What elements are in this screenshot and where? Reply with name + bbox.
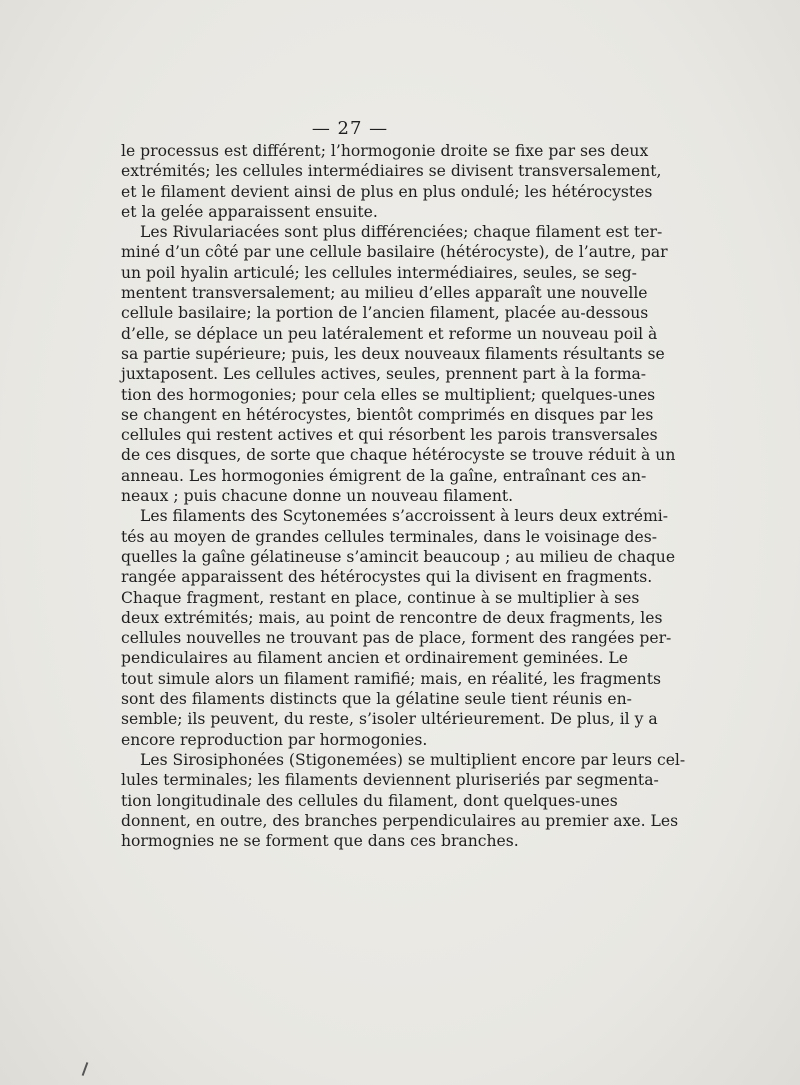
text-line: rangée apparaissent des hétérocystes qui la divisent en fragments. <box>121 568 653 587</box>
text-line: Les Sirosiphonées (Stigonemées) se multiplient encore par leurs cel- <box>140 750 686 769</box>
text-line: Les filaments des Scytonemées s’accroissent à leurs deux extrémi- <box>140 507 669 526</box>
page-number: — 27 — <box>311 118 389 139</box>
text-line: tion des hormogonies; pour cela elles se multiplient; quelques-unes <box>121 385 656 404</box>
text-line: Chaque fragment, restant en place, continue à se multiplier à ses <box>121 588 640 607</box>
text-line: neaux ; puis chacune donne un nouveau filament. <box>121 487 514 506</box>
text-line: cellule basilaire; la portion de l’ancien filament, placée au-dessous <box>121 304 649 323</box>
text-line: anneau. Les hormogonies émigrent de la gaîne, entraînant ces an- <box>121 466 647 485</box>
text-line: cellules nouvelles ne trouvant pas de place, forment des rangées per- <box>121 629 672 648</box>
text-line: d’elle, se déplace un peu latéralement et reforme un nouveau poil à <box>121 324 658 343</box>
body-text <box>121 141 686 851</box>
text-line: quelles la gaîne gélatineuse s’amincit beaucoup ; au milieu de chaque <box>121 547 676 566</box>
text-line: le processus est différent; l’hormogonie droite se fixe par ses deux <box>121 142 649 160</box>
text-line: pendiculaires au filament ancien et ordinairement geminées. Le <box>121 649 629 668</box>
text-line: sa partie supérieure; puis, les deux nouveaux filaments résultants se <box>121 344 665 363</box>
text-line: lules terminales; les filaments deviennent pluriseriés par segmenta- <box>121 771 659 790</box>
text-line: juxtaposent. Les cellules actives, seules, prennent part à la forma- <box>121 365 647 384</box>
text-line: se changent en hétérocystes, bientôt comprimés en disques par les <box>121 405 654 424</box>
text-line: mentent transversalement; au milieu d’elles apparaît une nouvelle <box>121 284 648 303</box>
text-line: cellules qui restent actives et qui résorbent les parois transversales <box>121 426 658 445</box>
text-line: extrémités; les cellules intermédiaires se divisent transversalement, <box>121 162 662 181</box>
text-line: encore reproduction par hormogonies. <box>121 730 428 749</box>
text-line: et le filament devient ainsi de plus en plus ondulé; les hétérocystes <box>121 182 653 201</box>
text-line: un poil hyalin articulé; les cellules intermédiaires, seules, se seg- <box>121 263 637 282</box>
text-line: et la gelée apparaissent ensuite. <box>121 202 378 221</box>
text-line: de ces disques, de sorte que chaque hétérocyste se trouve réduit à un <box>121 446 676 465</box>
text-line: tés au moyen de grandes cellules terminales, dans le voisinage des- <box>121 527 658 546</box>
text-line: semble; ils peuvent, du reste, s’isoler ultérieurement. De plus, il y a <box>121 710 658 729</box>
text-line: tout simule alors un filament ramifié; mais, en réalité, les fragments <box>121 669 661 688</box>
text-line: miné d’un côté par une cellule basilaire (hétérocyste), de l’autre, par <box>121 243 668 262</box>
text-line: tion longitudinale des cellules du filament, dont quelques-unes <box>121 791 618 810</box>
text-line: deux extrémités; mais, au point de rencontre de deux fragments, les <box>121 608 663 627</box>
text-line: hormognies ne se forment que dans ces branches. <box>121 832 519 851</box>
text-line: sont des filaments distincts que la gélatine seule tient réunis en- <box>121 690 632 709</box>
text-line: Les Rivulariacées sont plus différenciées; chaque filament est ter- <box>140 223 663 242</box>
text-line: donnent, en outre, des branches perpendiculaires au premier axe. Les <box>121 811 679 830</box>
ink-mark <box>82 1062 89 1076</box>
